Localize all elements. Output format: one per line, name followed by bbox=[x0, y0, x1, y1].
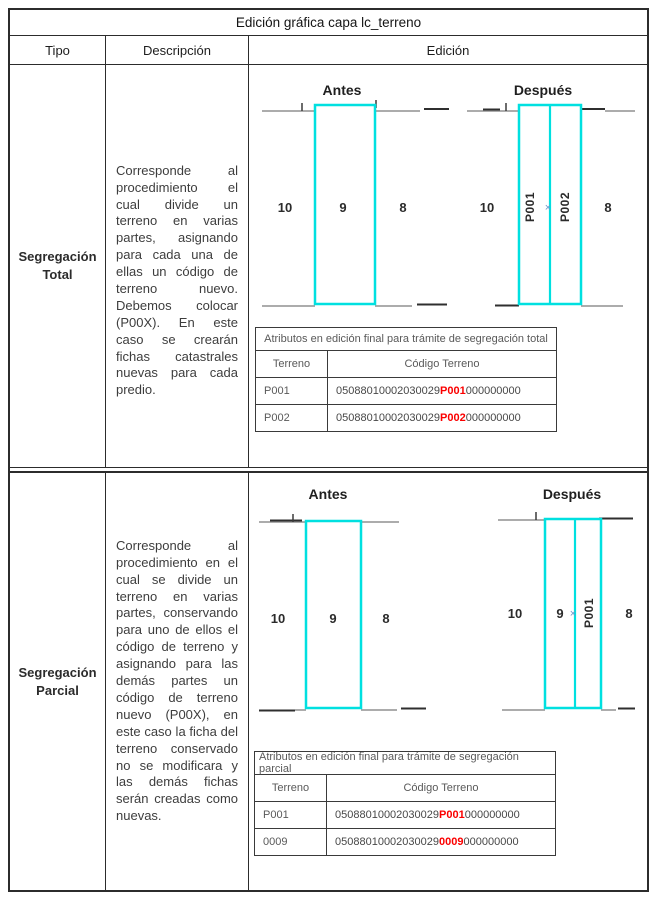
diagram-label-despues: Después bbox=[542, 486, 602, 502]
attr-cell-codigo bbox=[327, 829, 555, 855]
attr-cell-codigo bbox=[328, 405, 556, 431]
attr-table-title: Atributos en edición final para trámite de segregación total bbox=[256, 328, 556, 351]
split-marker-icon: × bbox=[569, 608, 577, 620]
diagram-label-antes: Antes bbox=[322, 82, 362, 98]
parcel-label-p001: P001 bbox=[523, 191, 537, 223]
attr-cell-terreno: P001 bbox=[255, 802, 327, 829]
code-prefix: 05088010002030029 bbox=[336, 412, 441, 424]
code-suffix: 000000000 bbox=[464, 809, 520, 821]
code-suffix: 000000000 bbox=[465, 412, 521, 424]
attr-cell-terreno: P002 bbox=[256, 405, 328, 431]
parcel-label-9: 9 bbox=[339, 200, 347, 215]
attr-col-codigo: Código Terreno bbox=[328, 351, 556, 378]
parcel-label-10: 10 bbox=[270, 611, 286, 626]
tipo-segregacion-parcial: Segregación Parcial bbox=[10, 473, 106, 890]
parcel-label-10: 10 bbox=[277, 200, 293, 215]
table-row-segregacion-parcial bbox=[10, 471, 647, 890]
edicion-segregacion-total bbox=[249, 65, 647, 467]
parcel-label-9: 9 bbox=[329, 611, 337, 626]
column-header-tipo: Tipo bbox=[10, 36, 106, 64]
parcel-label-9: 9 bbox=[556, 606, 564, 621]
parcel-label-p001: P001 bbox=[582, 597, 596, 629]
page-title: Edición gráfica capa lc_terreno bbox=[10, 10, 647, 36]
attr-col-terreno: Terreno bbox=[256, 351, 328, 378]
code-suffix: 000000000 bbox=[463, 836, 519, 848]
edicion-segregacion-parcial bbox=[249, 473, 647, 890]
descripcion-segregacion-total bbox=[106, 65, 249, 467]
diagram-label-antes: Antes bbox=[308, 486, 348, 502]
descripcion-segregacion-parcial bbox=[106, 473, 249, 890]
diagram-label-despues: Después bbox=[513, 82, 573, 98]
tipo-segregacion-total: Segregación Total bbox=[10, 65, 106, 467]
parcel-label-8: 8 bbox=[382, 611, 390, 626]
attr-col-codigo: Código Terreno bbox=[327, 775, 555, 802]
parcel-label-10: 10 bbox=[507, 606, 523, 621]
parcel-label-8: 8 bbox=[399, 200, 407, 215]
code-highlight: 0009 bbox=[439, 836, 464, 848]
descripcion-text: Corresponde al procedimiento en el cual se divide un terreno en varias partes, conservando para uno de ellos el código de terreno y asignando para las demás partes un código de terreno nuevo (P00X), en este caso la ficha del terreno conservado no se modificara y las demás fichas serán creadas como nuevas. bbox=[116, 537, 238, 824]
diagram-segregacion-parcial bbox=[249, 481, 645, 731]
code-suffix: 000000000 bbox=[465, 385, 521, 397]
code-prefix: 05088010002030029 bbox=[336, 385, 441, 397]
parcel-label-8: 8 bbox=[604, 200, 612, 215]
attr-table-parcial bbox=[254, 751, 556, 856]
parcel-label-10: 10 bbox=[479, 200, 495, 215]
column-header-descripcion: Descripción bbox=[106, 36, 249, 64]
attr-table-total bbox=[255, 327, 557, 432]
parcel-label-8: 8 bbox=[625, 606, 633, 621]
attr-cell-terreno: 0009 bbox=[255, 829, 327, 855]
descripcion-text: Corresponde al procedimiento el cual divide un terreno en varias partes, asignando para cada una de ellas un código de terreno nuevo. Debemos colocar (P00X). En este caso se crearán fichas catastrales nuevas para cada predio. bbox=[116, 162, 238, 398]
attr-cell-terreno: P001 bbox=[256, 378, 328, 405]
document-table bbox=[8, 8, 649, 892]
column-header-edicion: Edición bbox=[426, 42, 470, 58]
attr-table-title: Atributos en edición final para trámite de segregación parcial bbox=[255, 752, 555, 775]
code-prefix: 05088010002030029 bbox=[335, 836, 440, 848]
code-highlight: P002 bbox=[440, 412, 466, 424]
attr-cell-codigo bbox=[328, 378, 556, 405]
split-marker-icon: × bbox=[544, 202, 552, 214]
table-row-segregacion-total bbox=[10, 65, 647, 468]
parcel-label-p002: P002 bbox=[558, 191, 572, 223]
column-header-row bbox=[10, 36, 647, 65]
code-prefix: 05088010002030029 bbox=[335, 809, 440, 821]
code-highlight: P001 bbox=[440, 385, 466, 397]
code-highlight: P001 bbox=[439, 809, 465, 821]
attr-col-terreno: Terreno bbox=[255, 775, 327, 802]
diagram-segregacion-total bbox=[249, 73, 645, 323]
attr-cell-codigo bbox=[327, 802, 555, 829]
